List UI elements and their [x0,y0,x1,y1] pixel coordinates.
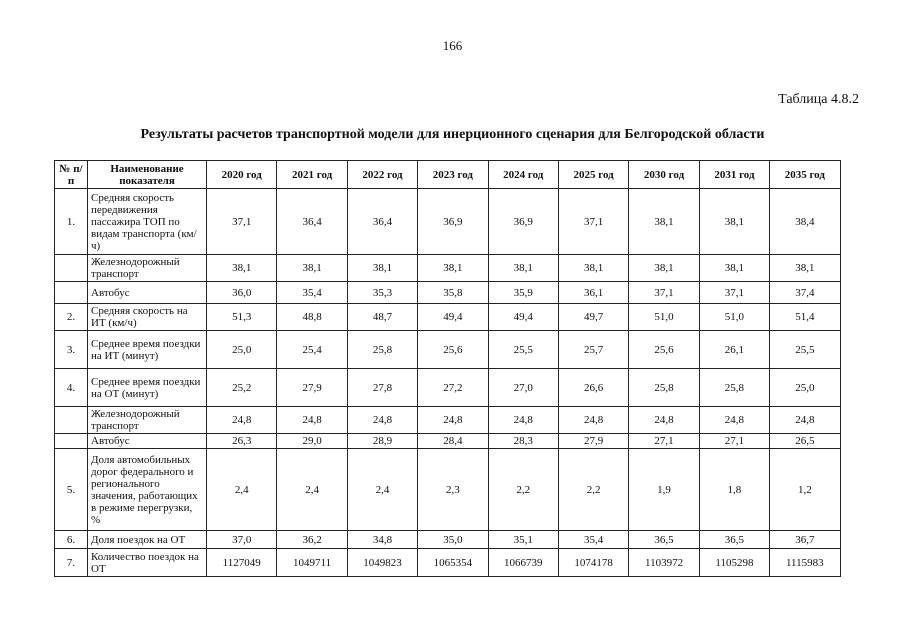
value-cell: 27,1 [629,434,699,449]
table-row [55,255,841,282]
row-number [55,255,88,282]
indicator-name: Автобус [88,434,207,449]
row-number: 3. [55,331,88,369]
value-cell: 51,0 [699,304,769,331]
row-number: 2. [55,304,88,331]
value-cell: 25,5 [488,331,558,369]
value-cell: 38,1 [418,255,488,282]
value-cell: 36,2 [277,531,347,549]
value-cell: 26,5 [770,434,840,449]
value-cell: 38,1 [347,255,417,282]
header-row [55,161,841,189]
value-cell: 1,8 [699,449,769,531]
value-cell: 38,1 [629,189,699,255]
row-number: 5. [55,449,88,531]
value-cell: 1049823 [347,549,417,577]
value-cell: 24,8 [770,407,840,434]
value-cell: 27,1 [699,434,769,449]
value-cell: 2,3 [418,449,488,531]
value-cell: 38,1 [629,255,699,282]
value-cell: 25,6 [629,331,699,369]
value-cell: 24,8 [347,407,417,434]
value-cell: 1066739 [488,549,558,577]
table-row [55,304,841,331]
header-year: 2023 год [418,161,488,189]
header-year: 2020 год [207,161,277,189]
value-cell: 26,6 [558,369,628,407]
value-cell: 36,0 [207,282,277,304]
indicator-name: Автобус [88,282,207,304]
table-number: Таблица 4.8.2 [778,92,859,107]
value-cell: 38,1 [558,255,628,282]
value-cell: 24,8 [488,407,558,434]
value-cell: 2,4 [347,449,417,531]
value-cell: 51,0 [629,304,699,331]
row-number [55,407,88,434]
value-cell: 49,4 [418,304,488,331]
value-cell: 35,4 [558,531,628,549]
value-cell: 37,1 [558,189,628,255]
value-cell: 2,4 [277,449,347,531]
value-cell: 49,7 [558,304,628,331]
results-table [54,160,841,577]
value-cell: 24,8 [699,407,769,434]
value-cell: 38,1 [699,189,769,255]
table-row [55,434,841,449]
indicator-name: Железнодорожный транспорт [88,407,207,434]
value-cell: 51,3 [207,304,277,331]
value-cell: 27,2 [418,369,488,407]
row-number [55,434,88,449]
value-cell: 35,1 [488,531,558,549]
value-cell: 1127049 [207,549,277,577]
table-body [55,189,841,577]
value-cell: 36,9 [488,189,558,255]
value-cell: 37,1 [699,282,769,304]
header-year: 2024 год [488,161,558,189]
value-cell: 24,8 [418,407,488,434]
value-cell: 49,4 [488,304,558,331]
value-cell: 48,7 [347,304,417,331]
value-cell: 25,7 [558,331,628,369]
value-cell: 35,4 [277,282,347,304]
indicator-name: Средняя скорость передвижения пассажира ТОП по видам транспорта (км/ч) [88,189,207,255]
value-cell: 35,0 [418,531,488,549]
value-cell: 25,6 [418,331,488,369]
indicator-name: Среднее время поездки на ОТ (минут) [88,369,207,407]
value-cell: 36,5 [629,531,699,549]
indicator-name: Средняя скорость на ИТ (км/ч) [88,304,207,331]
header-year: 2030 год [629,161,699,189]
value-cell: 1065354 [418,549,488,577]
value-cell: 25,2 [207,369,277,407]
value-cell: 27,8 [347,369,417,407]
value-cell: 1105298 [699,549,769,577]
value-cell: 27,9 [277,369,347,407]
value-cell: 35,8 [418,282,488,304]
value-cell: 1,2 [770,449,840,531]
value-cell: 28,3 [488,434,558,449]
value-cell: 26,1 [699,331,769,369]
header-year: 2025 год [558,161,628,189]
table-row [55,549,841,577]
value-cell: 1103972 [629,549,699,577]
table-title: Результаты расчетов транспортной модели для инерционного сценария для Белгородской области [140,127,765,142]
table-row [55,189,841,255]
value-cell: 24,8 [558,407,628,434]
row-number: 4. [55,369,88,407]
value-cell: 24,8 [207,407,277,434]
value-cell: 38,1 [488,255,558,282]
row-number: 6. [55,531,88,549]
value-cell: 36,7 [770,531,840,549]
value-cell: 1115983 [770,549,840,577]
value-cell: 24,8 [277,407,347,434]
value-cell: 34,8 [347,531,417,549]
value-cell: 35,9 [488,282,558,304]
indicator-name: Доля автомобильных дорог федерального и регионального значения, работающих в режиме перегрузки, % [88,449,207,531]
value-cell: 26,3 [207,434,277,449]
header-year: 2031 год [699,161,769,189]
table-row [55,369,841,407]
value-cell: 37,1 [207,189,277,255]
indicator-name: Доля поездок на ОТ [88,531,207,549]
table-row [55,331,841,369]
value-cell: 36,4 [277,189,347,255]
value-cell: 25,8 [347,331,417,369]
value-cell: 25,8 [699,369,769,407]
value-cell: 51,4 [770,304,840,331]
value-cell: 24,8 [629,407,699,434]
indicator-name: Железнодорожный транспорт [88,255,207,282]
value-cell: 38,4 [770,189,840,255]
indicator-name: Среднее время поездки на ИТ (минут) [88,331,207,369]
value-cell: 28,9 [347,434,417,449]
table-row [55,407,841,434]
header-num: № п/п [55,161,88,189]
value-cell: 37,0 [207,531,277,549]
value-cell: 2,2 [488,449,558,531]
value-cell: 2,4 [207,449,277,531]
value-cell: 2,2 [558,449,628,531]
page-number: 166 [442,38,463,53]
table-row [55,449,841,531]
indicator-name: Количество поездок на ОТ [88,549,207,577]
value-cell: 1049711 [277,549,347,577]
value-cell: 36,5 [699,531,769,549]
value-cell: 37,4 [770,282,840,304]
value-cell: 38,1 [699,255,769,282]
value-cell: 25,5 [770,331,840,369]
value-cell: 48,8 [277,304,347,331]
row-number [55,282,88,304]
header-year: 2035 год [770,161,840,189]
value-cell: 36,9 [418,189,488,255]
value-cell: 25,8 [629,369,699,407]
header-year: 2021 год [277,161,347,189]
row-number: 7. [55,549,88,577]
header-name: Наименование показателя [88,161,207,189]
value-cell: 25,0 [770,369,840,407]
value-cell: 27,9 [558,434,628,449]
value-cell: 37,1 [629,282,699,304]
value-cell: 38,1 [770,255,840,282]
value-cell: 1074178 [558,549,628,577]
value-cell: 36,4 [347,189,417,255]
value-cell: 36,1 [558,282,628,304]
header-year: 2022 год [347,161,417,189]
value-cell: 35,3 [347,282,417,304]
value-cell: 38,1 [207,255,277,282]
value-cell: 25,0 [207,331,277,369]
row-number: 1. [55,189,88,255]
value-cell: 27,0 [488,369,558,407]
value-cell: 38,1 [277,255,347,282]
value-cell: 1,9 [629,449,699,531]
table-row [55,282,841,304]
value-cell: 29,0 [277,434,347,449]
value-cell: 25,4 [277,331,347,369]
table-row [55,531,841,549]
value-cell: 28,4 [418,434,488,449]
